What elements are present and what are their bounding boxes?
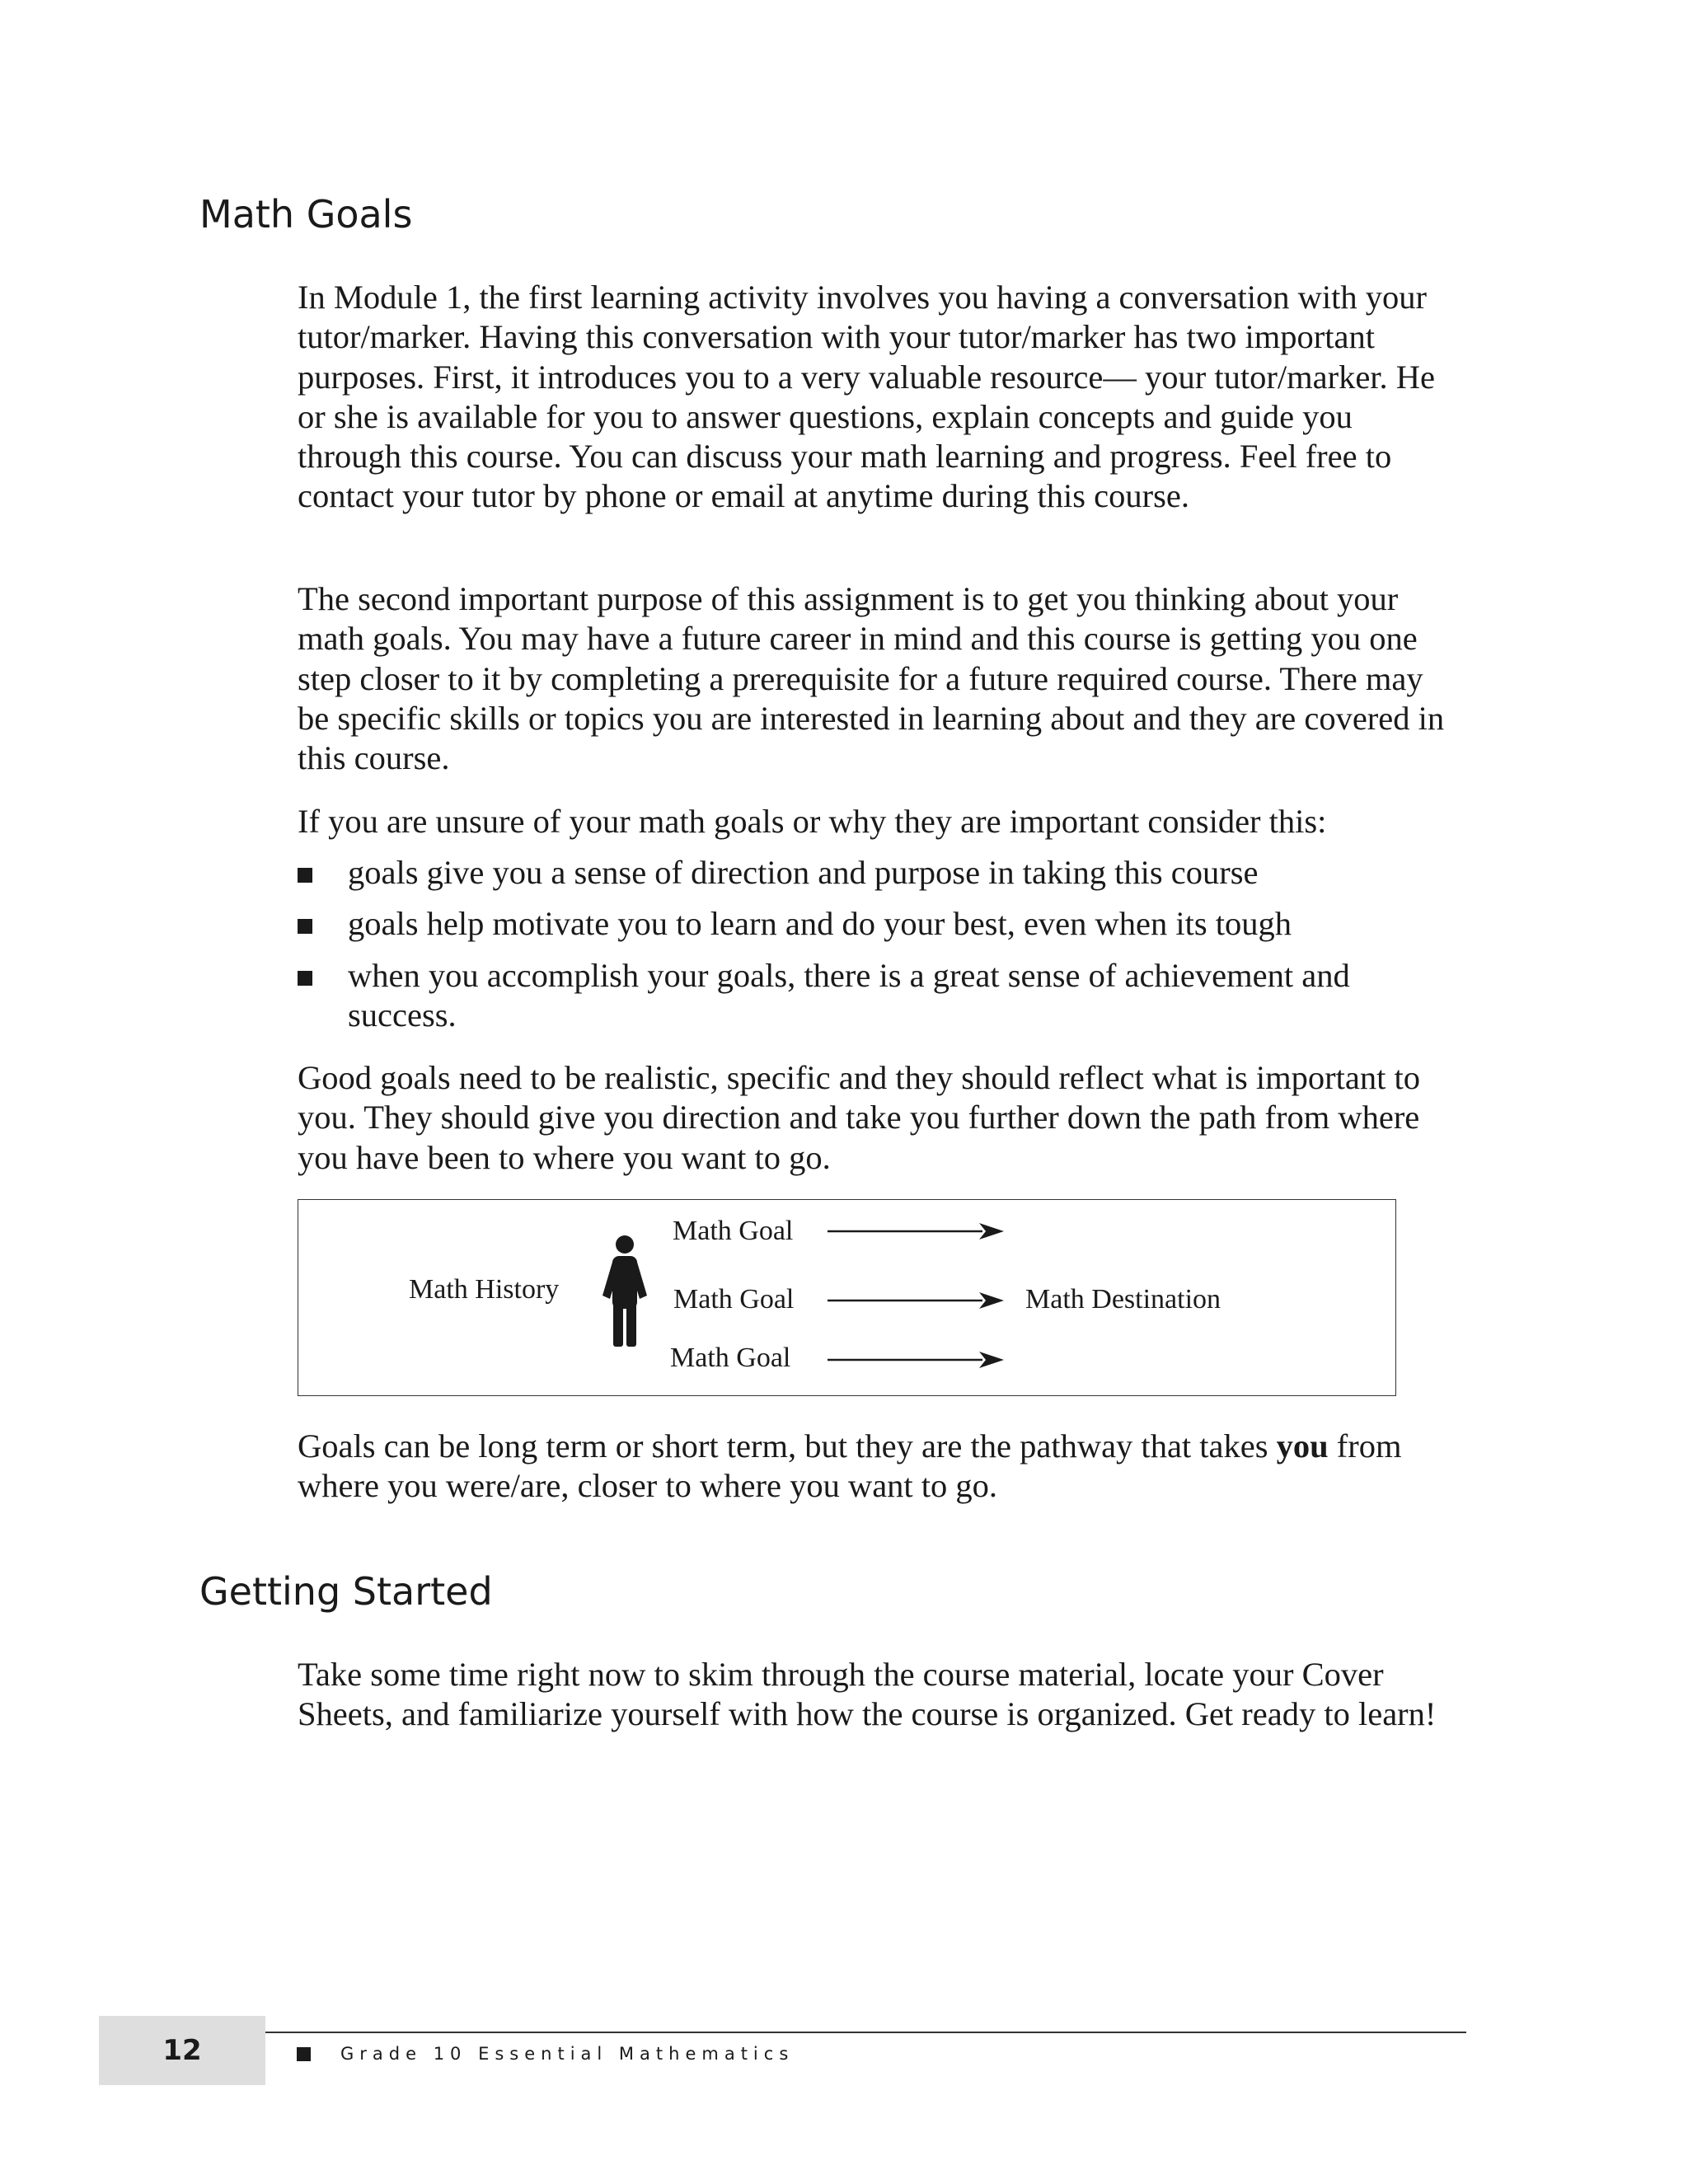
footer-course-title: Grade 10 Essential Mathematics [340,2044,795,2064]
square-bullet-icon [298,919,312,934]
person-icon [603,1235,647,1347]
math-goals-paragraph-5: Goals can be long term or short term, but they are the pathway that takes you from where you were/are, closer to where you want to go. [298,1427,1402,1505]
math-goals-paragraph-2: The second important purpose of this assignment is to get you thinking about your math goals. You may have a future career in mind and this course is getting you one step closer to it by completing a prerequisite for a future required course. There may be specific skills or topics you are interested in learning about and they are covered in this course. [298,580,1445,777]
list-item: goals give you a sense of direction and purpose in taking this course [298,853,1451,893]
math-goal-label: Math Goal [673,1216,794,1246]
square-bullet-icon [298,971,312,986]
math-goals-paragraph-4: Good goals need to be realistic, specific and they should reflect what is important to you. They should give you direction and take you further down the path from where you have been to where you want to go. [298,1059,1420,1176]
math-goals-paragraph-3: If you are unsure of your math goals or why they are important consider this: [298,803,1327,840]
math-goals-diagram [298,1199,1396,1396]
math-goal-label: Math Goal [673,1284,795,1315]
math-goals-paragraph-1: In Module 1, the first learning activity involves you having a conversation with your tutor/marker. Having this conversation with your tutor/marker has two important purposes. First, it introduces you to a very valuable resource— your tutor/marker. He or she is available for you to answer questions, explain concepts and guide you through this course. You can discuss your math learning and progress. Feel free to contact your tutor by phone or email at anytime during this course. [298,279,1436,515]
right-arrow-icon [828,1292,1004,1309]
footer-divider [265,2032,1466,2033]
square-bullet-icon [298,868,312,883]
getting-started-heading: Getting Started [199,1569,493,1614]
math-goal-label: Math Goal [670,1343,791,1373]
math-goals-heading: Math Goals [199,192,413,237]
list-item: when you accomplish your goals, there is a great sense of achievement and success. [298,956,1451,1036]
right-arrow-icon [828,1223,1004,1240]
math-history-label: Math History [409,1274,560,1305]
getting-started-paragraph: Take some time right now to skim through the course material, locate your Cover Sheets, and familiarize yourself with how the course is organized. Get ready to learn! [298,1656,1437,1733]
square-bullet-icon [297,2047,311,2061]
math-destination-label: Math Destination [1025,1284,1221,1315]
right-arrow-icon [828,1352,1004,1368]
list-item: goals help motivate you to learn and do your best, even when its tough [298,904,1451,944]
page-number: 12 [99,2016,265,2085]
